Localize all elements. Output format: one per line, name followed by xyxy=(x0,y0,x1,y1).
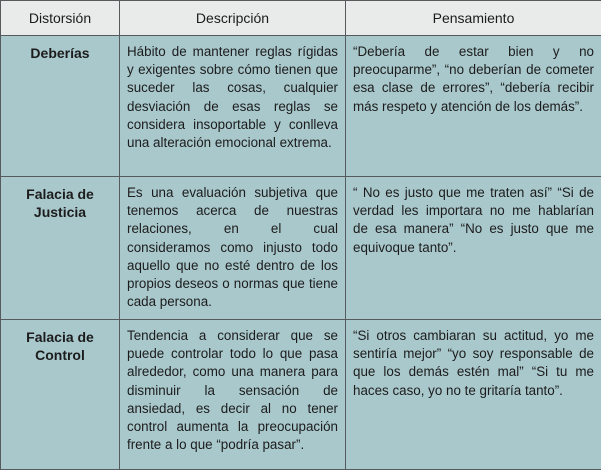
header-distorsion: Distorsión xyxy=(1,1,120,36)
table-row xyxy=(1,36,601,177)
table-row xyxy=(1,320,601,470)
distortion-thought: “ No es justo que me traten así” “Si de verdad les importara no me hablarían de esa manera” “No es justo que me equivoque tanto”. xyxy=(346,177,601,320)
table-row xyxy=(1,177,601,320)
distortion-thought: “Si otros cambiaran su actitud, yo me sentiría mejor” “yo soy responsable de que los demás estén mal” “Si tu me haces caso, yo no te gritaría tanto”. xyxy=(346,320,601,470)
header-row xyxy=(1,1,601,36)
distortion-name: Falacia de Justicia xyxy=(1,177,120,320)
distortion-name: Falacia de Control xyxy=(1,320,120,470)
distortion-name: Deberías xyxy=(1,36,120,177)
distortion-description: Es una evaluación subjetiva que tenemos acerca de nuestras relaciones, en el cual consideramos como injusto todo aquello que no esté dentro de los propios deseos o normas que tiene cada persona. xyxy=(120,177,346,320)
distortion-description: Tendencia a considerar que se puede controlar todo lo que pasa alrededor, como una manera para disminuir la sensación de ansiedad, es decir al no tener control aumenta la preocupación frente a lo que “podría pasar”. xyxy=(120,320,346,470)
header-descripcion: Descripción xyxy=(120,1,346,36)
distortion-description: Hábito de mantener reglas rígidas y exigentes sobre cómo tienen que suceder las cosas, cualquier desviación de esas reglas se considera insoportable y conlleva una alteración emocional extrema. xyxy=(120,36,346,177)
distortion-thought: “Debería de estar bien y no preocuparme”, “no deberían de cometer esa clase de errores”, “debería recibir más respeto y atención de los demás”. xyxy=(346,36,601,177)
header-pensamiento: Pensamiento xyxy=(346,1,601,36)
